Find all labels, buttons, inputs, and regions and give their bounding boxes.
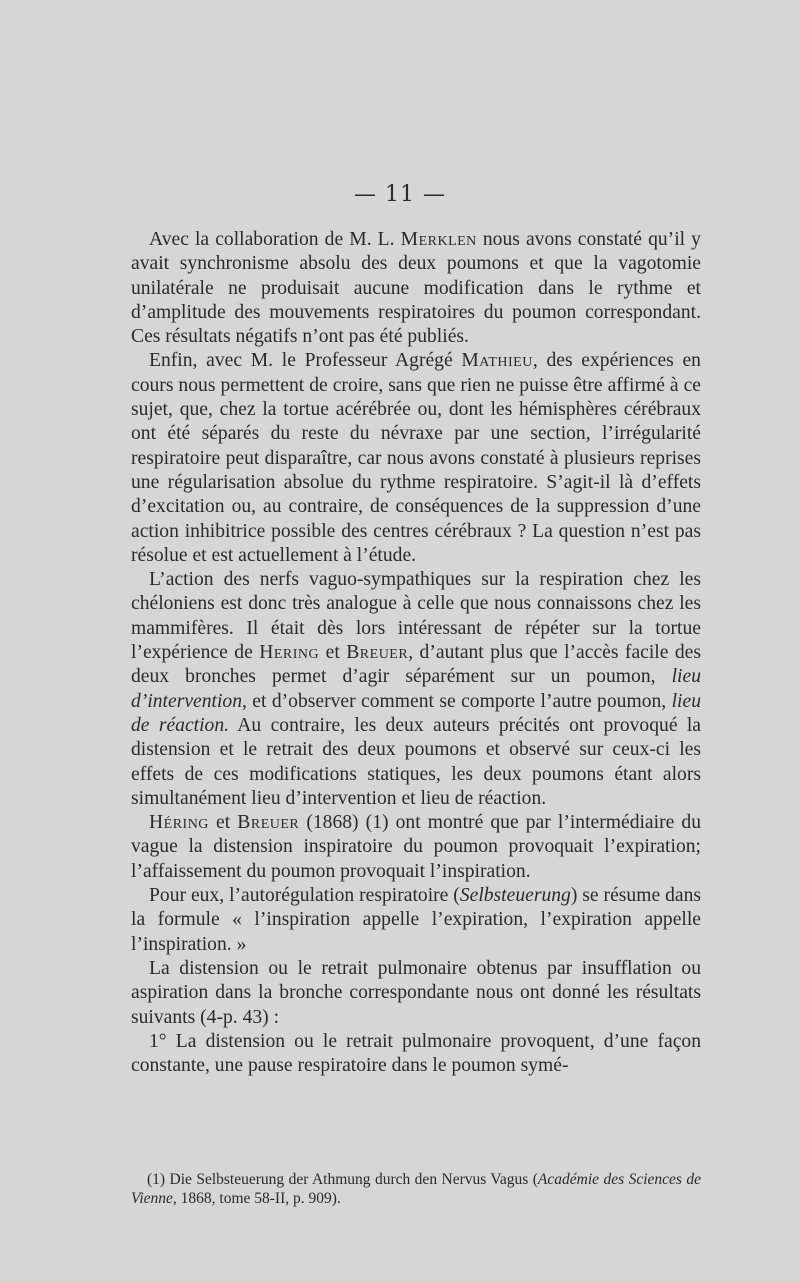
author-name: Hering [259,642,320,664]
italic-term: lieu de réaction. [131,690,701,736]
paragraph-4: Héring et Breuer (1868) (1) ont montré que par l’intermédiaire du vague la distension inspiratoire du poumon provoquait l’expiration; l’affaissement du poumon provoquait l’inspiration. [131,812,701,882]
italic-term: Selbsteuerung [459,885,571,907]
paragraph-6: La distension ou le retrait pulmonaire obtenus par insufflation ou aspiration dans la bronche correspondante nous ont donné les résultats suivants (4-p. 43) : [131,957,701,1028]
body-text [131,228,701,1078]
author-name: Héring [149,812,209,834]
author-name: Mathieu [461,350,533,372]
author-name: Merklen [400,229,477,250]
author-name: Breuer [346,642,409,664]
paragraph-2: Enfin, avec M. le Professeur Agrégé Mathieu, des expériences en cours nous permettent de croire, sans que rien ne puisse être affirmé à ce sujet, que, chez la tortue acérébrée ou, dont les hémisphères cérébraux ont été séparés du reste du névraxe par une section, l’irrégularité respiratoire peut disparaître, car nous avons constaté à plusieurs reprises une régularisation absolue du rythme respiratoire. S’agit-il là d’effets d’excitation ou, au contraire, de conséquences de la suppression d’une action inhibitrice possible des centres cérébraux ? La question n’est pas résolue et est actuellement à l’étude. [131,350,701,566]
italic-term: lieu d’intervention [131,666,701,712]
italic-term: Académie des Sciences de Vienne [131,1171,701,1207]
paragraph-5: Pour eux, l’autorégulation respiratoire (Selbsteuerung) se résume dans la formule « l’inspiration appelle l’expiration, l’expiration appelle l’inspiration. » [131,885,701,955]
paragraph-1: Avec la collaboration de M. L. Merklen nous avons constaté qu’il y avait synchronisme absolu des deux poumons et que la vagotomie unilatérale ne produisait aucune modification dans le rythme et d’amplitude des mouvements respiratoires du poumon correspondant. Ces résultats négatifs n’ont pas été publiés. [131,229,701,348]
footnote-divider [131,1157,281,1158]
author-name: Breuer [237,812,300,834]
paragraph-7: 1° La distension ou le retrait pulmonaire provoquent, d’une façon constante, une pause respiratoire dans le poumon symé- [131,1030,701,1077]
footnote: (1) Die Selbsteuerung der Athmung durch den Nervus Vagus (Académie des Sciences de Vienne, 1868, tome 58-II, p. 909). [131,1171,701,1207]
page-number: — 11 — [354,182,446,207]
paragraph-3: L’action des nerfs vaguo-sympathiques sur la respiration chez les chéloniens est donc très analogue à celle que nous connaissons chez les mammifères. Il était dès lors intéressant de répéter sur la tortue l’expérience de Hering et Breuer, d’autant plus que l’accès facile des deux bronches permet d’agir séparément sur un poumon, lieu d’intervention, et d’observer comment se comporte l’autre poumon, lieu de réaction. Au contraire, les deux auteurs précités ont provoqué la distension et le retrait des deux poumons et observé sur ceux-ci les effets de ces modifications statiques, les deux poumons étant alors simultanément lieu d’intervention et lieu de réaction. [131,569,701,809]
